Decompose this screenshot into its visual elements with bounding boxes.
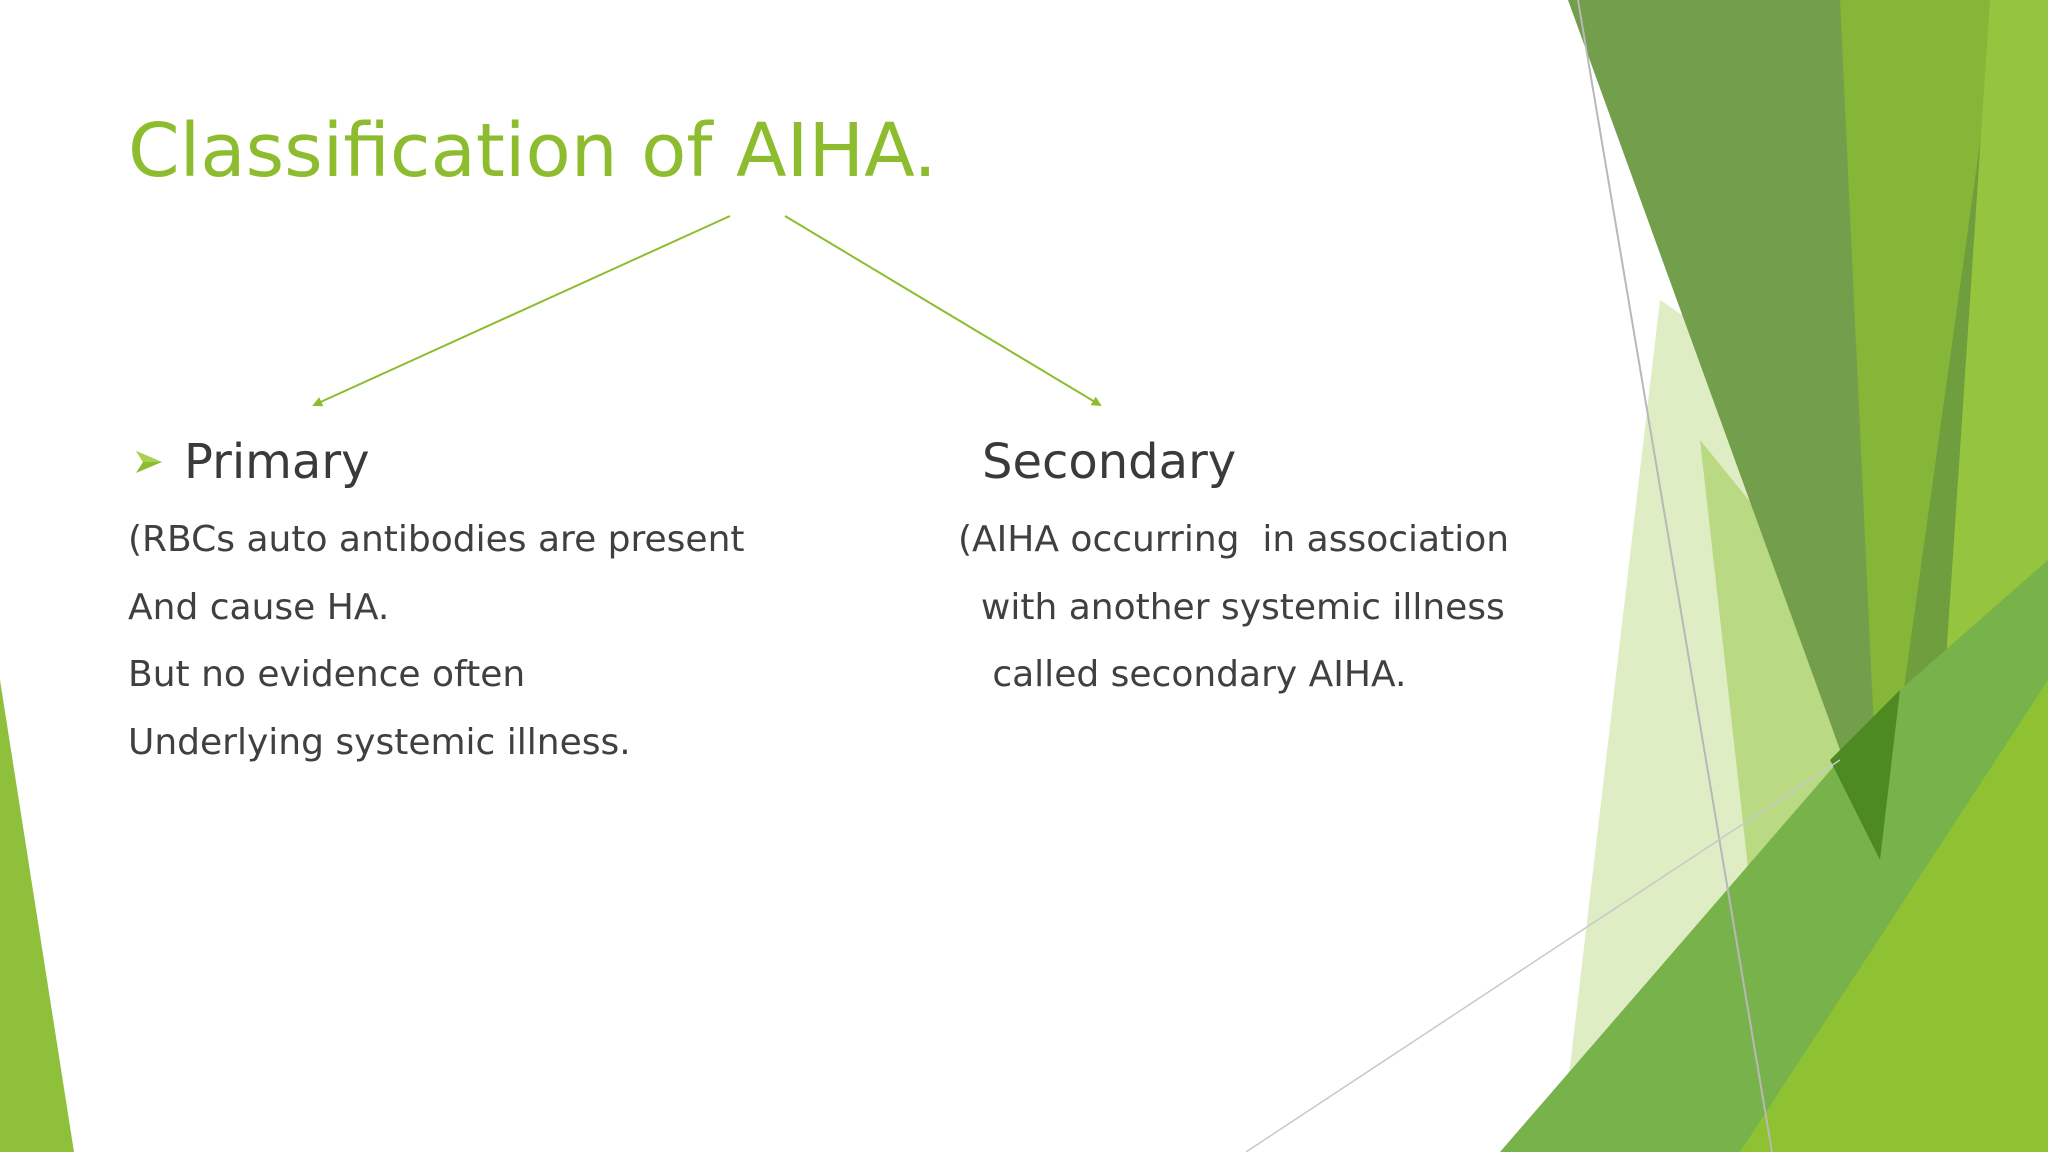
primary-heading-row: [128, 430, 745, 494]
primary-line: (RBCs auto antibodies are present: [128, 519, 745, 560]
secondary-line: (AIHA occurring in association: [958, 519, 1510, 560]
secondary-description: [958, 506, 1509, 709]
arrow-to-primary: [314, 216, 730, 405]
secondary-column: [958, 430, 1509, 709]
secondary-line: called secondary AIHA.: [958, 654, 1407, 695]
primary-column: [128, 430, 745, 776]
primary-line: And cause HA.: [128, 586, 390, 628]
primary-description: [128, 506, 745, 776]
primary-line: But no evidence often: [128, 654, 526, 695]
slide-title: Classification of AIHA.: [128, 108, 937, 194]
arrowhead-bullet-icon: [132, 445, 166, 479]
secondary-heading: Secondary: [982, 434, 1237, 490]
secondary-heading-row: [958, 430, 1509, 494]
primary-line: Underlying systemic illness.: [128, 721, 631, 763]
primary-heading: Primary: [184, 434, 370, 490]
secondary-line: with another systemic illness: [958, 586, 1505, 628]
arrow-to-secondary: [785, 216, 1100, 405]
